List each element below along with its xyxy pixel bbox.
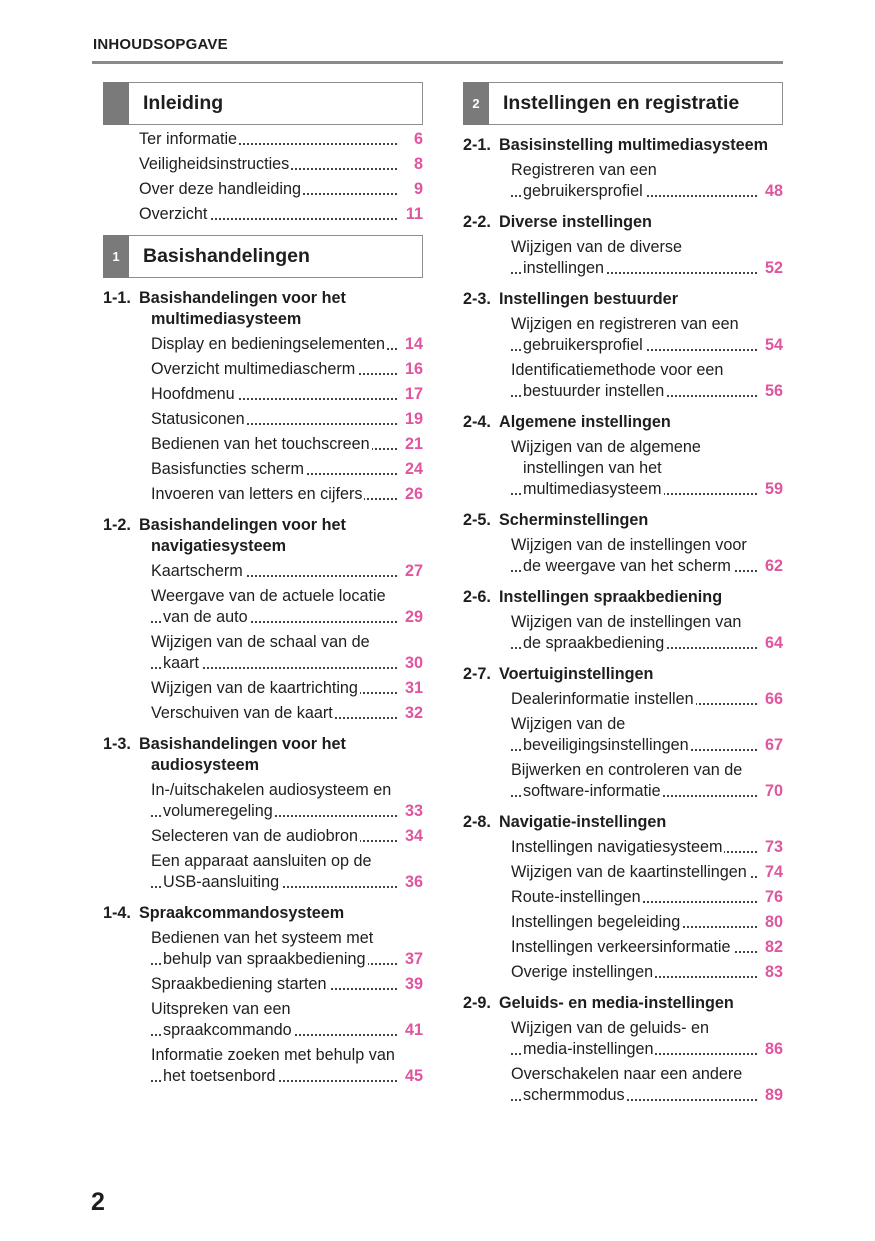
- page-number: 2: [91, 1188, 105, 1216]
- toc-entry[interactable]: [463, 862, 783, 883]
- toc-entry-text: Wijzigen van de geluids- en media-instellingen: [511, 1019, 709, 1058]
- subsection-number: 2-7.: [463, 665, 491, 683]
- toc-entry-text-wrap: [151, 974, 397, 995]
- toc-entry-text: Registreren van een gebruikersprofiel: [511, 161, 657, 200]
- toc-entry[interactable]: [103, 632, 423, 674]
- toc-entry-text-wrap: [511, 535, 757, 577]
- toc-entry-text-wrap: [151, 780, 397, 822]
- subsection-number: 2-5.: [463, 511, 491, 529]
- subsection-number: 2-8.: [463, 813, 491, 831]
- toc-subsection-heading[interactable]: [103, 734, 423, 776]
- section-title: Instellingen en registratie: [503, 92, 740, 114]
- toc-page-number[interactable]: 27: [404, 562, 423, 580]
- toc-group: [463, 135, 783, 202]
- toc-entry-text: Selecteren van de audiobron: [151, 827, 358, 845]
- toc-entry-text-wrap: [151, 561, 397, 582]
- toc-page-number[interactable]: 66: [764, 690, 783, 708]
- toc-entry-text-wrap: [151, 632, 397, 674]
- subsection-title: Instellingen bestuurder: [499, 290, 678, 308]
- toc-entry[interactable]: [463, 360, 783, 402]
- toc-entry-text: Een apparaat aansluiten op de USB-aansluiting: [151, 852, 372, 891]
- toc-group: [103, 288, 423, 505]
- toc-entry[interactable]: [463, 1018, 783, 1060]
- subsection-number: 2-2.: [463, 213, 491, 231]
- toc-entry[interactable]: [103, 359, 423, 380]
- toc-page-number[interactable]: 89: [764, 1086, 783, 1104]
- toc-entry[interactable]: [463, 837, 783, 858]
- toc-entry[interactable]: [463, 535, 783, 577]
- toc-page-number[interactable]: 54: [764, 336, 783, 354]
- toc-entry-text: Spraakbediening starten: [151, 975, 327, 993]
- toc-entry-text-wrap: [151, 678, 397, 699]
- toc-page-number[interactable]: 52: [764, 259, 783, 277]
- toc-page-number[interactable]: 64: [764, 634, 783, 652]
- toc-subsection-heading[interactable]: [463, 289, 783, 310]
- toc-entry[interactable]: [463, 714, 783, 756]
- subsection-title: Diverse instellingen: [499, 213, 652, 231]
- toc-page-number[interactable]: 45: [404, 1067, 423, 1085]
- toc-entry-text-wrap: [511, 437, 757, 500]
- toc-entry-text-wrap: [151, 851, 397, 893]
- toc-entry[interactable]: [103, 703, 423, 724]
- toc-page-number[interactable]: 32: [404, 704, 423, 722]
- toc-entry-text-wrap: [139, 129, 397, 150]
- section-header-inleiding[interactable]: [103, 82, 423, 125]
- toc-entry[interactable]: [103, 409, 423, 430]
- toc-entry[interactable]: [463, 962, 783, 983]
- toc-entry[interactable]: [103, 851, 423, 893]
- subsection-title: Spraakcommandosysteem: [139, 904, 345, 922]
- toc-group: [463, 510, 783, 577]
- subsection-number: 2-3.: [463, 290, 491, 308]
- toc-subsection-heading[interactable]: [103, 515, 423, 557]
- toc-entry-text-wrap: [511, 714, 757, 756]
- toc-entry[interactable]: [103, 974, 423, 995]
- subsection-number: 1-4.: [103, 904, 131, 922]
- toc-entry-text: Bedienen van het systeem met behulp van spraakbediening: [151, 929, 374, 968]
- toc-entry-text: Identificatiemethode voor een bestuurder instellen: [511, 361, 724, 400]
- toc-page-number[interactable]: 82: [764, 938, 783, 956]
- toc-entry-text-wrap: [151, 703, 397, 724]
- toc-group: [463, 587, 783, 654]
- toc-subsection-heading[interactable]: [463, 664, 783, 685]
- toc-entry[interactable]: [103, 999, 423, 1041]
- toc-page-number[interactable]: 80: [764, 913, 783, 931]
- toc-entry-text-wrap: [511, 1064, 757, 1106]
- toc-entry-text: Overzicht multimediascherm: [151, 360, 356, 378]
- subsection-title: Geluids- en media-instellingen: [499, 994, 734, 1012]
- subsection-number: 1-1.: [103, 289, 131, 307]
- toc-entry-text: Wijzigen van de schaal van de kaart: [151, 633, 370, 672]
- toc-entry-text: Informatie zoeken met behulp van het toetsenbord: [151, 1046, 395, 1085]
- toc-group: [463, 289, 783, 402]
- toc-subsection-heading[interactable]: [103, 288, 423, 330]
- toc-page-number[interactable]: 33: [404, 802, 423, 820]
- toc-entry-text: Ter informatie: [139, 130, 238, 148]
- toc-entry-text-wrap: [151, 334, 397, 355]
- toc-page-number[interactable]: 21: [404, 435, 423, 453]
- toc-entry-text: Wijzigen van de instellingen voor de weergave van het scherm: [511, 536, 747, 575]
- intro-entry-list: [103, 129, 423, 225]
- toc-entry-text: Statusiconen: [151, 410, 245, 428]
- toc-entry[interactable]: [103, 334, 423, 355]
- toc-entry-text: Display en bedieningselementen: [151, 335, 385, 353]
- toc-page-number[interactable]: 19: [404, 410, 423, 428]
- toc-entry-text: Overschakelen naar een andere schermmodus: [511, 1065, 743, 1104]
- toc-entry-text-wrap: [151, 409, 397, 430]
- toc-entry[interactable]: [103, 384, 423, 405]
- subsection-number: 2-6.: [463, 588, 491, 606]
- toc-page-number[interactable]: 14: [404, 335, 423, 353]
- toc-page-number[interactable]: 86: [764, 1040, 783, 1058]
- toc-page-number[interactable]: 36: [404, 873, 423, 891]
- toc-entry-text-wrap: [151, 1045, 397, 1087]
- toc-entry-text-wrap: [151, 359, 397, 380]
- toc-entry-text: Overige instellingen: [511, 963, 654, 981]
- toc-entry[interactable]: [103, 561, 423, 582]
- subsection-title: Voertuiginstellingen: [499, 665, 654, 683]
- section-header-basishandelingen[interactable]: [103, 235, 423, 278]
- toc-group: [103, 903, 423, 1087]
- toc-entry-text: Veiligheidsinstructies: [139, 155, 290, 173]
- toc-entry[interactable]: [463, 612, 783, 654]
- toc-entry-text: Uitspreken van een spraakcommando: [151, 1000, 292, 1039]
- toc-entry-text-wrap: [151, 434, 397, 455]
- section-tab-blank: [103, 82, 129, 125]
- toc-entry[interactable]: [103, 179, 423, 200]
- toc-page-number[interactable]: 11: [405, 205, 423, 223]
- toc-entry-text: Wijzigen en registreren van een gebruikersprofiel: [511, 315, 739, 354]
- toc-page-number[interactable]: 83: [764, 963, 783, 981]
- section-title: Inleiding: [143, 92, 224, 114]
- toc-entry-text-wrap: [139, 154, 397, 175]
- toc-entry-text-wrap: [151, 928, 397, 970]
- subsection-title: Scherminstellingen: [499, 511, 649, 529]
- toc-page-number[interactable]: 17: [404, 385, 423, 403]
- toc-entry-text-wrap: [511, 237, 757, 279]
- subsection-number: 1-2.: [103, 516, 131, 534]
- toc-entry[interactable]: [103, 928, 423, 970]
- toc-page-number[interactable]: 26: [404, 485, 423, 503]
- toc-page-number[interactable]: 24: [404, 460, 423, 478]
- header-divider: [92, 61, 783, 64]
- toc-entry[interactable]: [463, 689, 783, 710]
- toc-entry-text: Wijzigen van de diverse instellingen: [511, 238, 682, 277]
- toc-entry-text: Bijwerken en controleren van de software-informatie: [511, 761, 743, 800]
- toc-group: [103, 515, 423, 724]
- toc-page-number[interactable]: 34: [404, 827, 423, 845]
- toc-subsection-heading[interactable]: [103, 903, 423, 924]
- subsection-title: Basishandelingen voor het multimediasysteem: [139, 289, 346, 328]
- toc-entry-text-wrap: [511, 160, 757, 202]
- toc-group: [463, 993, 783, 1106]
- left-column: [103, 82, 423, 1087]
- toc-page-number[interactable]: 9: [413, 180, 423, 198]
- right-group-list: [463, 135, 783, 1106]
- toc-group: [463, 212, 783, 279]
- toc-subsection-heading[interactable]: [463, 510, 783, 531]
- toc-entry-text: Weergave van de actuele locatie van de auto: [151, 587, 386, 626]
- toc-subsection-heading[interactable]: [463, 587, 783, 608]
- toc-entry-text: Overzicht: [139, 205, 208, 223]
- toc-page-number[interactable]: 30: [404, 654, 423, 672]
- toc-page-number[interactable]: 41: [404, 1021, 423, 1039]
- toc-entry-text: Bedienen van het touchscreen: [151, 435, 370, 453]
- toc-page-number[interactable]: 37: [404, 950, 423, 968]
- section-title: Basishandelingen: [143, 245, 310, 267]
- toc-entry-text: Wijzigen van de beveiligingsinstellingen: [511, 715, 689, 754]
- toc-entry[interactable]: [103, 1045, 423, 1087]
- subsection-title: Basishandelingen voor het audiosysteem: [139, 735, 346, 774]
- toc-subsection-heading[interactable]: [463, 212, 783, 233]
- toc-entry-text-wrap: [511, 937, 757, 958]
- toc-entry-text-wrap: [511, 862, 757, 883]
- toc-entry-text-wrap: [151, 586, 397, 628]
- left-group-list: [103, 288, 423, 1087]
- toc-entry-text-wrap: [151, 459, 397, 480]
- subsection-title: Basisinstelling multimediasysteem: [499, 136, 768, 154]
- toc-subsection-heading[interactable]: [463, 135, 783, 156]
- toc-subsection-heading[interactable]: [463, 993, 783, 1014]
- toc-entry[interactable]: [103, 678, 423, 699]
- section-tab-number: 1: [103, 235, 129, 278]
- toc-entry-text: Over deze handleiding: [139, 180, 301, 198]
- section-header-instellingen[interactable]: [463, 82, 783, 125]
- toc-entry[interactable]: [103, 129, 423, 150]
- toc-entry[interactable]: [463, 912, 783, 933]
- toc-group: [463, 664, 783, 802]
- toc-entry-text-wrap: [511, 360, 757, 402]
- toc-entry-text: Wijzigen van de instellingen van de spraakbediening: [511, 613, 742, 652]
- toc-entry[interactable]: [103, 826, 423, 847]
- toc-entry-text-wrap: [511, 962, 757, 983]
- toc-entry[interactable]: [463, 437, 783, 500]
- toc-page-number[interactable]: 39: [404, 975, 423, 993]
- toc-entry[interactable]: [103, 484, 423, 505]
- subsection-title: Algemene instellingen: [499, 413, 671, 431]
- toc-entry[interactable]: [463, 937, 783, 958]
- toc-entry-text: Basisfuncties scherm: [151, 460, 304, 478]
- toc-page-number[interactable]: 31: [404, 679, 423, 697]
- toc-page-number[interactable]: 56: [764, 382, 783, 400]
- subsection-title: Basishandelingen voor het navigatiesysteem: [139, 516, 346, 555]
- toc-entry-text-wrap: [511, 1018, 757, 1060]
- toc-group: [103, 734, 423, 893]
- page-header-title: INHOUDSOPGAVE: [93, 36, 228, 53]
- toc-entry-text: Invoeren van letters en cijfers: [151, 485, 363, 503]
- toc-entry[interactable]: [463, 237, 783, 279]
- toc-subsection-heading[interactable]: [463, 812, 783, 833]
- subsection-number: 2-1.: [463, 136, 491, 154]
- toc-group: [463, 812, 783, 983]
- toc-entry-text: Hoofdmenu: [151, 385, 235, 403]
- toc-page-number[interactable]: 67: [764, 736, 783, 754]
- subsection-number: 1-3.: [103, 735, 131, 753]
- toc-entry-text-wrap: [511, 612, 757, 654]
- toc-entry-text-wrap: [511, 314, 757, 356]
- toc-page-number[interactable]: 29: [404, 608, 423, 626]
- toc-entry[interactable]: [463, 314, 783, 356]
- toc-entry-text: Instellingen verkeersinformatie: [511, 938, 731, 956]
- toc-entry-text: Dealerinformatie instellen: [511, 690, 694, 708]
- toc-entry-text-wrap: [139, 204, 397, 225]
- toc-entry-text-wrap: [139, 179, 397, 200]
- toc-entry-text: Instellingen begeleiding: [511, 913, 681, 931]
- subsection-number: 2-9.: [463, 994, 491, 1012]
- subsection-title: Navigatie-instellingen: [499, 813, 667, 831]
- toc-entry-text: Verschuiven van de kaart: [151, 704, 333, 722]
- toc-entry-text-wrap: [151, 484, 397, 505]
- toc-page-number[interactable]: 76: [764, 888, 783, 906]
- toc-page-number[interactable]: 73: [764, 838, 783, 856]
- toc-group: [463, 412, 783, 500]
- toc-page-number[interactable]: 8: [413, 155, 423, 173]
- toc-page-number[interactable]: 16: [404, 360, 423, 378]
- toc-entry-text-wrap: [511, 837, 757, 858]
- toc-entry[interactable]: [103, 204, 423, 225]
- section-tab-number: 2: [463, 82, 489, 125]
- toc-entry-text-wrap: [151, 384, 397, 405]
- toc-entry[interactable]: [463, 887, 783, 908]
- toc-entry[interactable]: [103, 586, 423, 628]
- toc-entry-text-wrap: [511, 760, 757, 802]
- toc-page-number[interactable]: 6: [413, 130, 423, 148]
- toc-page-number[interactable]: 59: [764, 480, 783, 498]
- toc-entry[interactable]: [103, 434, 423, 455]
- toc-entry-text: Instellingen navigatiesysteem: [511, 838, 723, 856]
- right-column: [463, 82, 783, 1106]
- toc-entry-text: Route-instellingen: [511, 888, 641, 906]
- toc-entry-text: Wijzigen van de kaartinstellingen: [511, 863, 747, 881]
- toc-entry-text: In-/uitschakelen audiosysteem en volumeregeling: [151, 781, 392, 820]
- toc-page-number[interactable]: 70: [764, 782, 783, 800]
- toc-page-number[interactable]: 74: [764, 863, 783, 881]
- toc-entry-text: Wijzigen van de kaartrichting: [151, 679, 358, 697]
- toc-entry-text-wrap: [151, 999, 397, 1041]
- toc-entry-text-wrap: [511, 887, 757, 908]
- toc-entry[interactable]: [103, 459, 423, 480]
- toc-entry-text-wrap: [511, 689, 757, 710]
- toc-entry-text-wrap: [151, 826, 397, 847]
- toc-page-number[interactable]: 62: [764, 557, 783, 575]
- toc-entry[interactable]: [463, 1064, 783, 1106]
- toc-entry-text-wrap: [511, 912, 757, 933]
- toc-entry[interactable]: [103, 154, 423, 175]
- subsection-title: Instellingen spraakbediening: [499, 588, 723, 606]
- toc-entry-text: Kaartscherm: [151, 562, 243, 580]
- toc-page-number[interactable]: 48: [764, 182, 783, 200]
- toc-entry[interactable]: [463, 760, 783, 802]
- toc-entry[interactable]: [103, 780, 423, 822]
- subsection-number: 2-4.: [463, 413, 491, 431]
- toc-entry[interactable]: [463, 160, 783, 202]
- toc-subsection-heading[interactable]: [463, 412, 783, 433]
- toc-entry-text: Wijzigen van de algemene instellingen van het multimediasysteem: [511, 438, 701, 498]
